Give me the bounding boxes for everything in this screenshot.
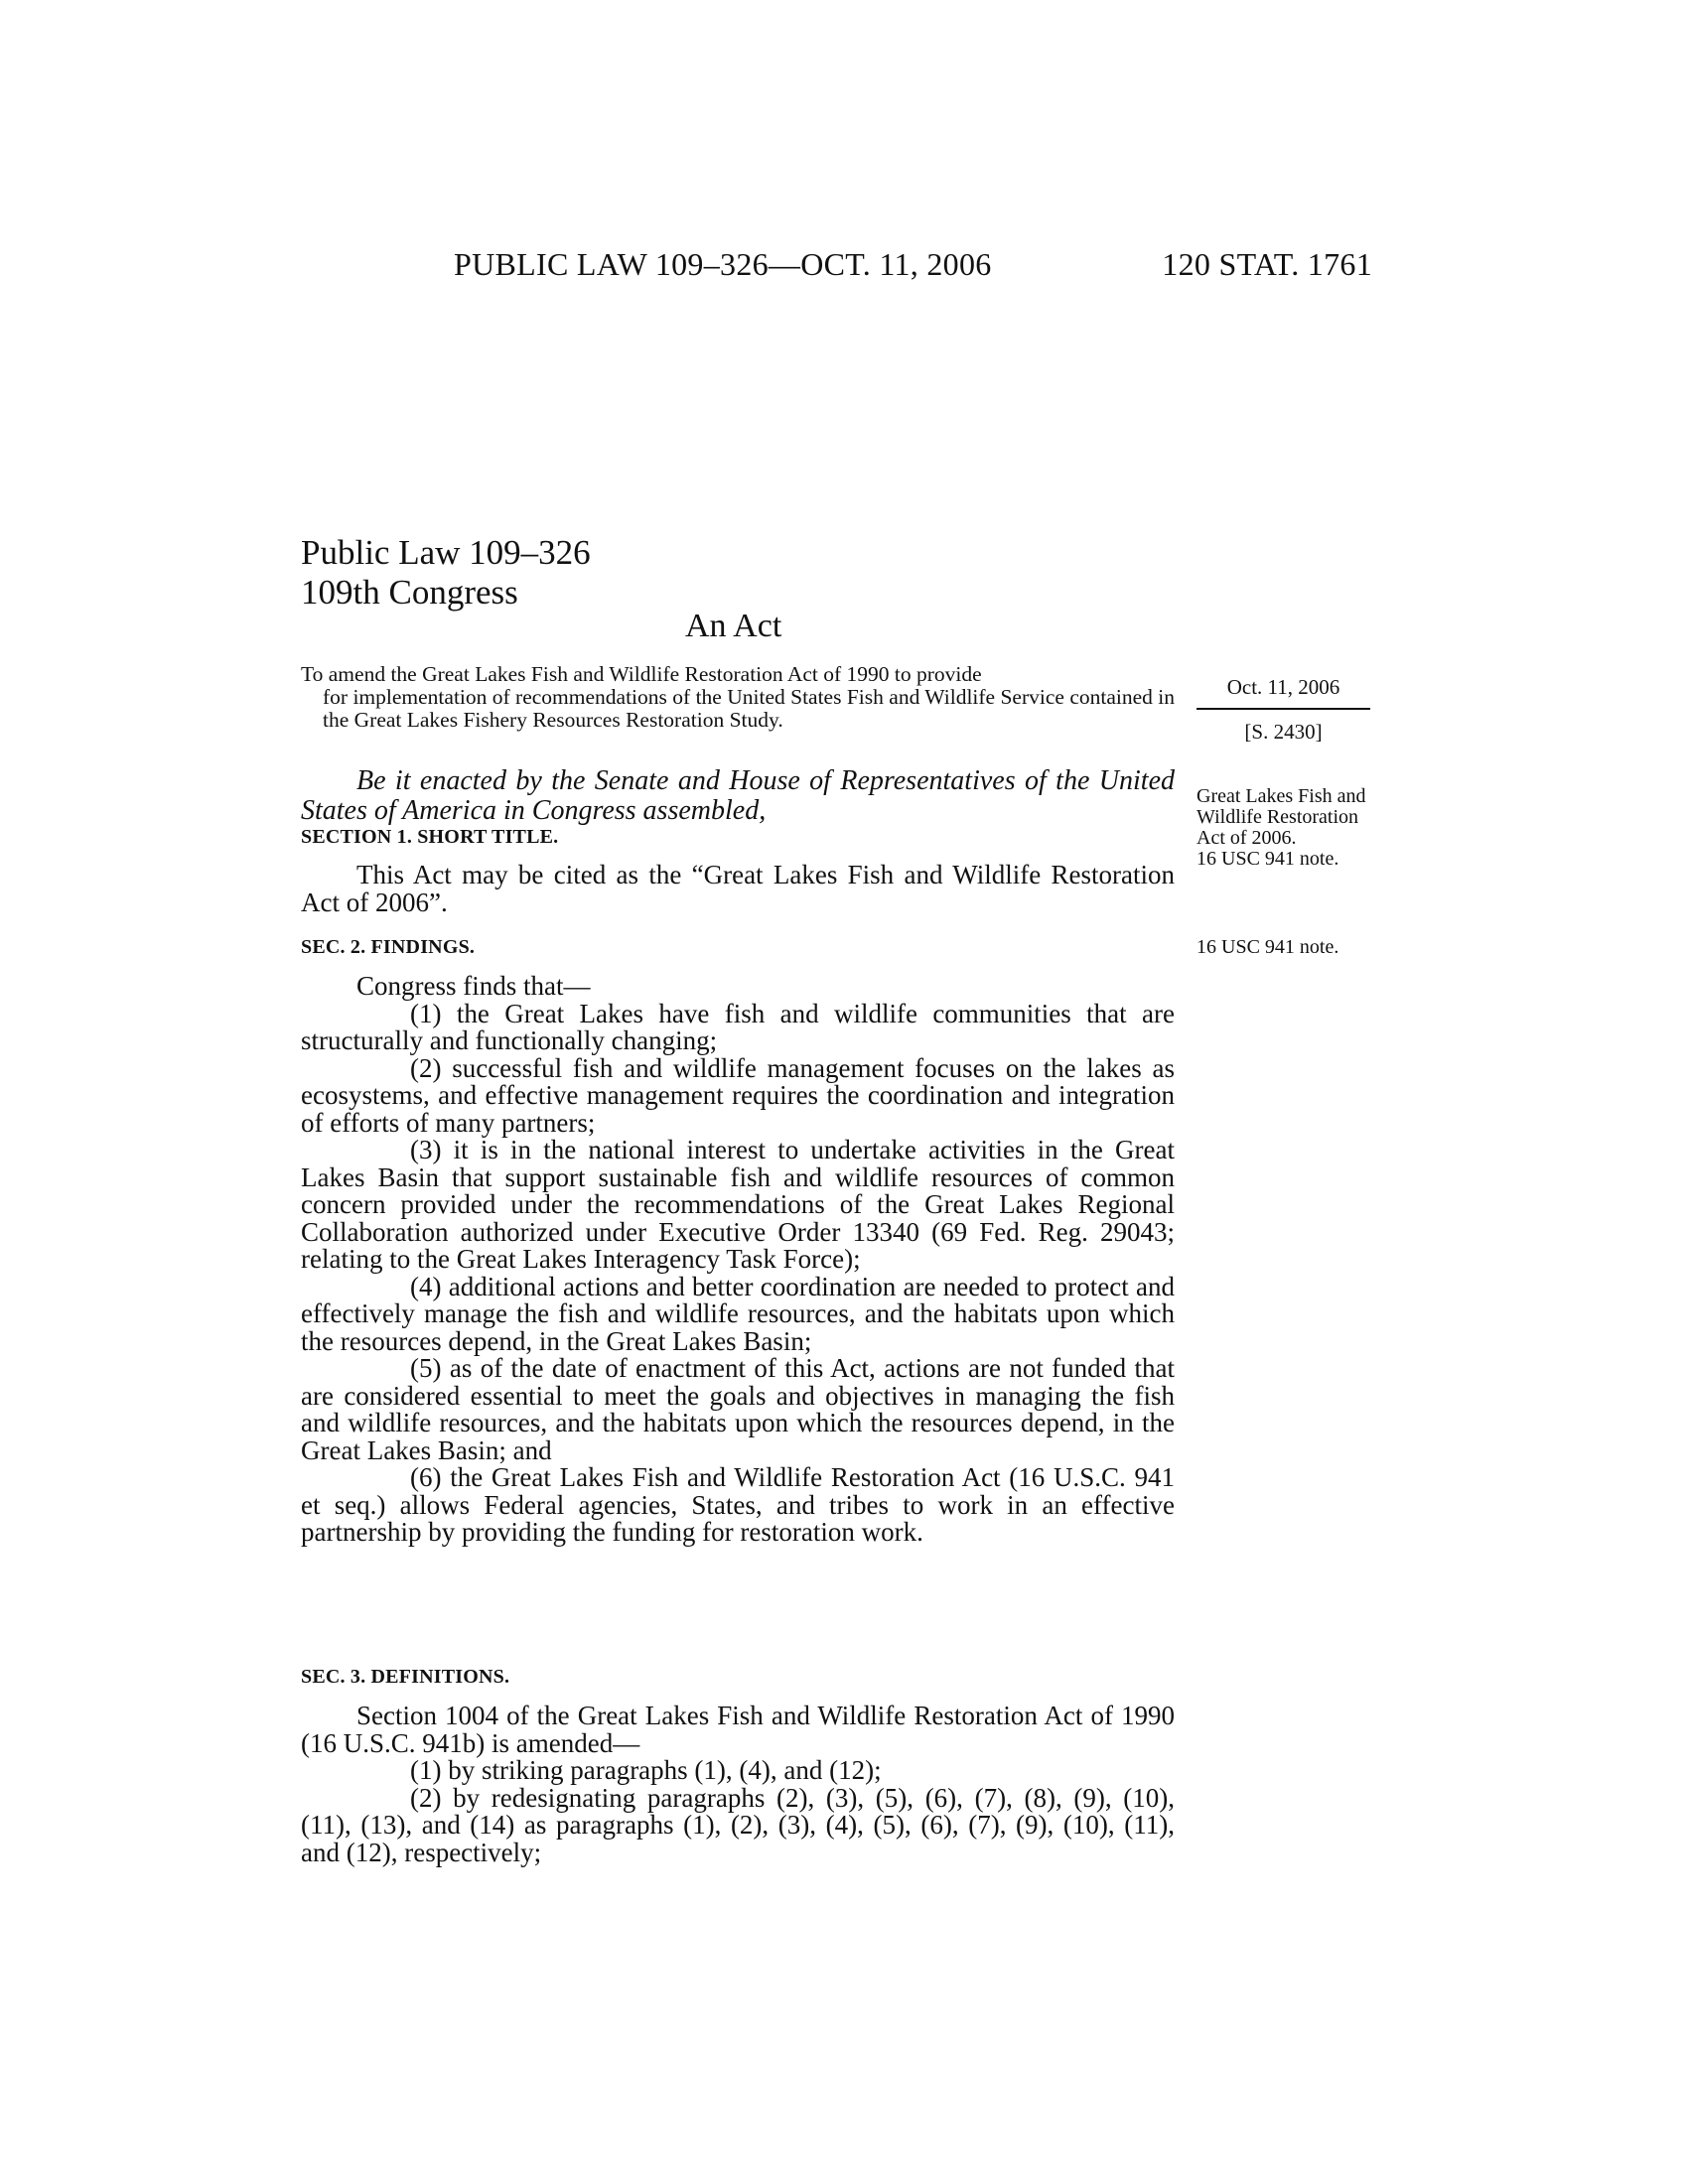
- congress: 109th Congress: [301, 573, 518, 612]
- usc-note-2: 16 USC 941 note.: [1196, 936, 1339, 958]
- stat-page: 120 STAT. 1761: [1162, 246, 1372, 282]
- amendment-item: (2) by redesignating paragraphs (2), (3), (5), (6), (7), (8), (9), (10), (11), (13), and (14) as paragraphs (1), (2), (3), (4), (5), (6), (7), (9), (10), (11), and (12), respectively;: [301, 1782, 1175, 1867]
- section-2-body: [301, 973, 1175, 1547]
- finding-item: (5) as of the date of enactment of this Act, actions are not funded that are considered essential to meet the goals and objectives in managing the fish and wildlife resources, and the habitats upon which the resources depend, in the Great Lakes Basin; and: [301, 1353, 1175, 1465]
- margin-note-short-title: [1196, 786, 1380, 870]
- running-title: PUBLIC LAW 109–326—OCT. 11, 2006: [454, 246, 992, 282]
- findings-intro: Congress finds that—: [356, 971, 591, 1001]
- section-3-body: [301, 1703, 1175, 1866]
- finding-item: (1) the Great Lakes have fish and wildlife communities that are structurally and functionally changing;: [301, 998, 1175, 1055]
- usc-note-1: 16 USC 941 note.: [1196, 848, 1339, 870]
- bill-number: [S. 2430]: [1244, 720, 1323, 744]
- approval-block: [1196, 675, 1370, 745]
- section-3-heading: SEC. 3. DEFINITIONS.: [301, 1666, 510, 1688]
- law-number: Public Law 109–326: [301, 533, 591, 572]
- approval-date: Oct. 11, 2006: [1196, 675, 1370, 710]
- section-1-text: [301, 862, 1175, 916]
- finding-item: (4) additional actions and better coordination are needed to protect and effectively manage the fish and wildlife resources, and the habitats upon which the resources depend, in the Great Lakes Basin;: [301, 1271, 1175, 1356]
- act-heading: An Act: [685, 608, 782, 644]
- purpose-continuation: for implementation of recommendations of the United States Fish and Wildlife Service contained in the Great Lakes Fishery Resources Restoration Study.: [323, 685, 1175, 732]
- running-head: [454, 246, 1372, 283]
- purpose-line-1: To amend the Great Lakes Fish and Wildlife Restoration Act of 1990 to provide: [301, 662, 982, 686]
- short-title-text: This Act may be cited as the “Great Lakes Fish and Wildlife Restoration Act of 2006”.: [301, 860, 1175, 917]
- purpose-clause: [301, 663, 1175, 732]
- section-1-heading: SECTION 1. SHORT TITLE.: [301, 826, 559, 848]
- finding-item: (3) it is in the national interest to undertake activities in the Great Lakes Basin that support sustainable fish and wildlife resources of common concern provided under the recommendations of the Great Lakes Regional Collaboration authorized under Executive Order 13340 (69 Fed. Reg. 29043; relating to the Great Lakes Interagency Task Force);: [301, 1135, 1175, 1274]
- finding-item: (2) successful fish and wildlife management focuses on the lakes as ecosystems, and effective management requires the coordination and integration of efforts of many partners;: [301, 1052, 1175, 1138]
- amendment-item: (1) by striking paragraphs (1), (4), and (12);: [410, 1755, 882, 1785]
- finding-item: (6) the Great Lakes Fish and Wildlife Restoration Act (16 U.S.C. 941 et seq.) allows Federal agencies, States, and tribes to work in an effective partnership by providing the funding for restoration work.: [301, 1462, 1175, 1547]
- short-title-note: Great Lakes Fish and Wildlife Restoration Act of 2006.: [1196, 785, 1366, 849]
- enacting-clause: Be it enacted by the Senate and House of Representatives of the United States of America in Congress assembled,: [301, 765, 1175, 826]
- law-title-block: [301, 533, 591, 613]
- section-2-heading: SEC. 2. FINDINGS.: [301, 936, 476, 958]
- definitions-intro: Section 1004 of the Great Lakes Fish and Wildlife Restoration Act of 1990 (16 U.S.C. 941b) is amended—: [301, 1701, 1175, 1758]
